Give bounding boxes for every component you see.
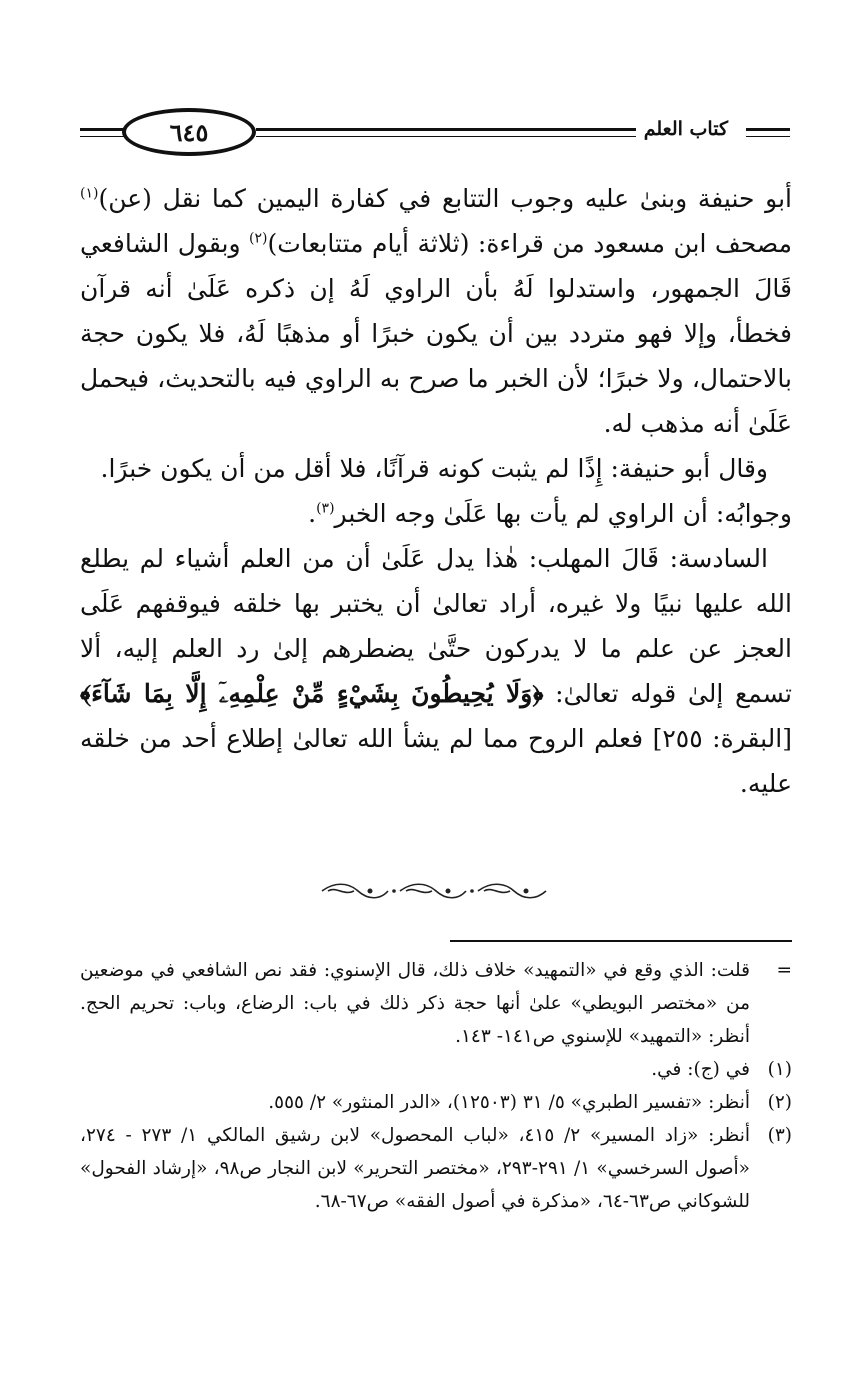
- footnote-ref-2: (٢): [249, 230, 268, 247]
- paragraph-3-text-a: وجوابُه: أن الراوي لم يأت بها عَلَىٰ وجه الخبر: [334, 499, 792, 528]
- paragraph-3: [80, 491, 792, 536]
- footnote-separator: [450, 940, 792, 942]
- paragraph-3-text-b: .: [308, 499, 317, 528]
- paragraph-1: [80, 176, 792, 446]
- footnote-3-text: أنظر: «زاد المسير» ٢/ ٤١٥، «لباب المحصول» لابن رشيق المالكي ١/ ٢٧٣ - ٢٧٤، «أصول السرخسي» ١/ ٢٩١-٢٩٣، «مختصر التحرير» لابن النجار ص٩٨، «إرشاد الفحول» للشوكاني ص٦٣-٦٤، «مذكرة في أصول الفقه» ص٦٧-٦٨.: [80, 1125, 751, 1212]
- main-text: [80, 176, 792, 806]
- paragraph-4-text-a: السادسة: قَالَ المهلب: هٰذا يدل عَلَىٰ أن من العلم أشياء لم يطلع الله عليها نبيًا ولا غيره، أراد تعالىٰ أن يختبر بها خلقه فيوقفهم عَلَى العجز عن علم ما لا يدركون حتَّىٰ يضطرهم إلىٰ رد العلم إليه، ألا تسمع إلىٰ قوله تعالىٰ:: [80, 544, 792, 708]
- paragraph-1-text-c: وبقول الشافعي قَالَ الجمهور، واستدلوا لَهُ بأن الراوي لَهُ إن ذكره عَلَىٰ أنه قرآن فخطأ، وإلا فهو متردد بين أن يكون خبرًا أو مذهبًا لَهُ، فلا يكون حجة بالاحتمال، ولا خبرًا؛ لأن الخبر ما صرح به الراوي فيه بالتحديث، فيحمل عَلَىٰ أنه مذهب له.: [80, 229, 792, 438]
- header-rule-middle-thin: [256, 136, 646, 137]
- footnotes: [80, 954, 792, 1218]
- footnote-continuation-text: قلت: الذي وقع في «التمهيد» خلاف ذلك، قال الإسنوي: فقد نص الشافعي في موضعين من «مختصر البويطي» علىٰ أنها حجة ذكر ذلك في باب: الرضاع، وباب: تحريم الحج. أنظر: «التمهيد» للإسنوي ص١٤١- ١٤٣.: [80, 960, 750, 1047]
- paragraph-1-text-a: أبو حنيفة وبنىٰ عليه وجوب التتابع في كفارة اليمين كما نقل (عن): [98, 184, 792, 213]
- footnote-continuation-mark: =: [776, 960, 792, 981]
- book-title: كتاب العلم: [636, 118, 736, 140]
- footnote-3-mark: (٣): [767, 1125, 792, 1146]
- footnote-1-mark: (١): [767, 1059, 792, 1080]
- header-rule-left-thin: [80, 136, 124, 137]
- header-rule-middle: [256, 128, 646, 131]
- paragraph-1-text-b: مصحف ابن مسعود من قراءة: (ثلاثة أيام متتابعات): [267, 229, 792, 258]
- footnote-1: [80, 1053, 792, 1086]
- footnote-ref-3: (٣): [316, 500, 335, 517]
- ornament-divider-icon: [314, 878, 554, 904]
- footnote-ref-1: (١): [80, 185, 99, 202]
- page-number: ٦٤٥: [169, 117, 209, 147]
- footnote-3: [80, 1119, 792, 1218]
- header-rule-right: [746, 128, 790, 131]
- paragraph-2: وقال أبو حنيفة: إِذًا لم يثبت كونه قرآنًا، فلا أقل من أن يكون خبرًا.: [100, 454, 768, 483]
- header-rule-left: [80, 128, 124, 131]
- page-number-frame: [122, 108, 256, 156]
- header-rule-right-thin: [746, 136, 790, 137]
- paragraph-4: [80, 536, 792, 806]
- paragraph-4-text-b: [البقرة: ٢٥٥] فعلم الروح مما لم يشأ الله تعالىٰ إطلاع أحد من خلقه عليه.: [80, 724, 792, 798]
- footnote-2-text: أنظر: «تفسير الطبري» ٥/ ٣١ (١٢٥٠٣)، «الدر المنثور» ٢/ ٥٥٥.: [268, 1092, 750, 1113]
- quran-verse: ﴿وَلَا يُحِيطُونَ بِشَيْءٍ مِّنْ عِلْمِهِۦٓ إِلَّا بِمَا شَآءَ﴾: [80, 679, 544, 708]
- running-header: [80, 106, 790, 162]
- footnote-1-text: في (ج): في.: [651, 1059, 750, 1080]
- footnote-continuation: [80, 954, 792, 1053]
- footnote-2-mark: (٢): [767, 1092, 792, 1113]
- footnote-2: [80, 1086, 792, 1119]
